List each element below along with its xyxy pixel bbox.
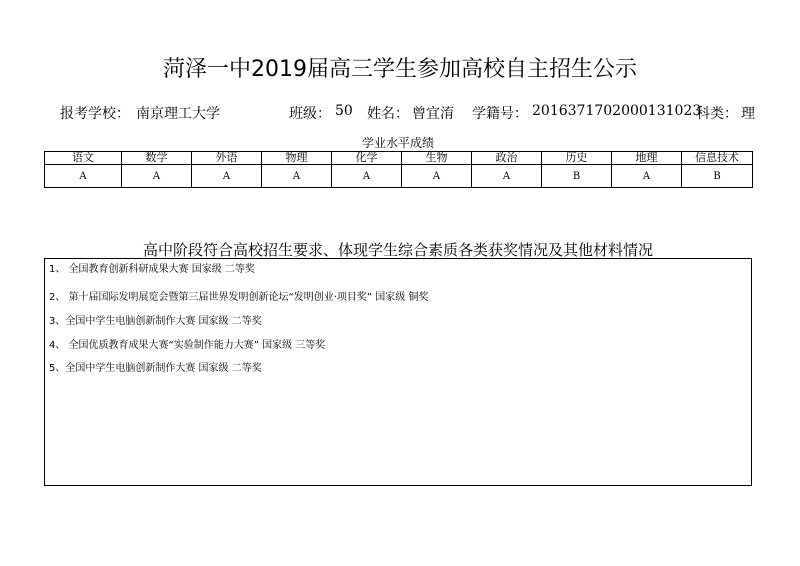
grade-cell: A (122, 165, 192, 188)
subject-cell: 信息技术 (682, 152, 753, 165)
class-value: 50 (335, 103, 353, 119)
grade-cell: B (542, 165, 612, 188)
grade-cell: A (472, 165, 542, 188)
subject-cell: 政治 (472, 152, 542, 165)
grade-cell: A (612, 165, 682, 188)
subject-cell: 生物 (402, 152, 472, 165)
grade-cell: B (682, 165, 753, 188)
subject-cell: 历史 (542, 152, 612, 165)
award-item: 2、 第十届国际发明展览会暨第三届世界发明创新论坛“发明创业·项目奖” 国家级 铜奖 (49, 292, 429, 303)
award-item: 1、 全国教育创新科研成果大赛 国家级 二等奖 (49, 264, 255, 275)
grade-cell: A (332, 165, 402, 188)
category-label: 科类： (696, 106, 738, 122)
page-title: 菏泽一中2019届高三学生参加高校自主招生公示 (163, 57, 637, 82)
subject-cell: 地理 (612, 152, 682, 165)
name-label: 姓名： (367, 106, 409, 122)
class-label: 班级： (289, 106, 331, 122)
award-item: 5、全国中学生电脑创新制作大赛 国家级 二等奖 (49, 363, 262, 374)
id-value: 2016371702000131023 (532, 103, 702, 119)
grade-cell: A (262, 165, 332, 188)
grade-row (45, 165, 753, 188)
subject-header-row (45, 152, 753, 165)
name-value: 曾宜淯 (412, 106, 454, 122)
school-label: 报考学校： (60, 106, 130, 122)
awards-box (44, 258, 752, 486)
grade-cell: A (192, 165, 262, 188)
student-info-line (60, 103, 755, 125)
school-value: 南京理工大学 (136, 106, 220, 122)
id-label: 学籍号： (472, 106, 528, 122)
award-item: 3、全国中学生电脑创新制作大赛 国家级 二等奖 (49, 316, 262, 327)
award-item: 4、 全国优质教育成果大赛“实验制作能力大赛” 国家级 三等奖 (49, 340, 326, 351)
category-value: 理 (741, 106, 755, 122)
awards-title: 高中阶段符合高校招生要求、体现学生综合素质各类获奖情况及其他材料情况 (142, 241, 653, 259)
subject-cell: 外语 (192, 152, 262, 165)
subject-cell: 物理 (262, 152, 332, 165)
scores-table (44, 151, 753, 188)
scores-caption: 学业水平成绩 (361, 136, 434, 150)
subject-cell: 语文 (45, 152, 122, 165)
grade-cell: A (402, 165, 472, 188)
subject-cell: 数学 (122, 152, 192, 165)
grade-cell: A (45, 165, 122, 188)
subject-cell: 化学 (332, 152, 402, 165)
